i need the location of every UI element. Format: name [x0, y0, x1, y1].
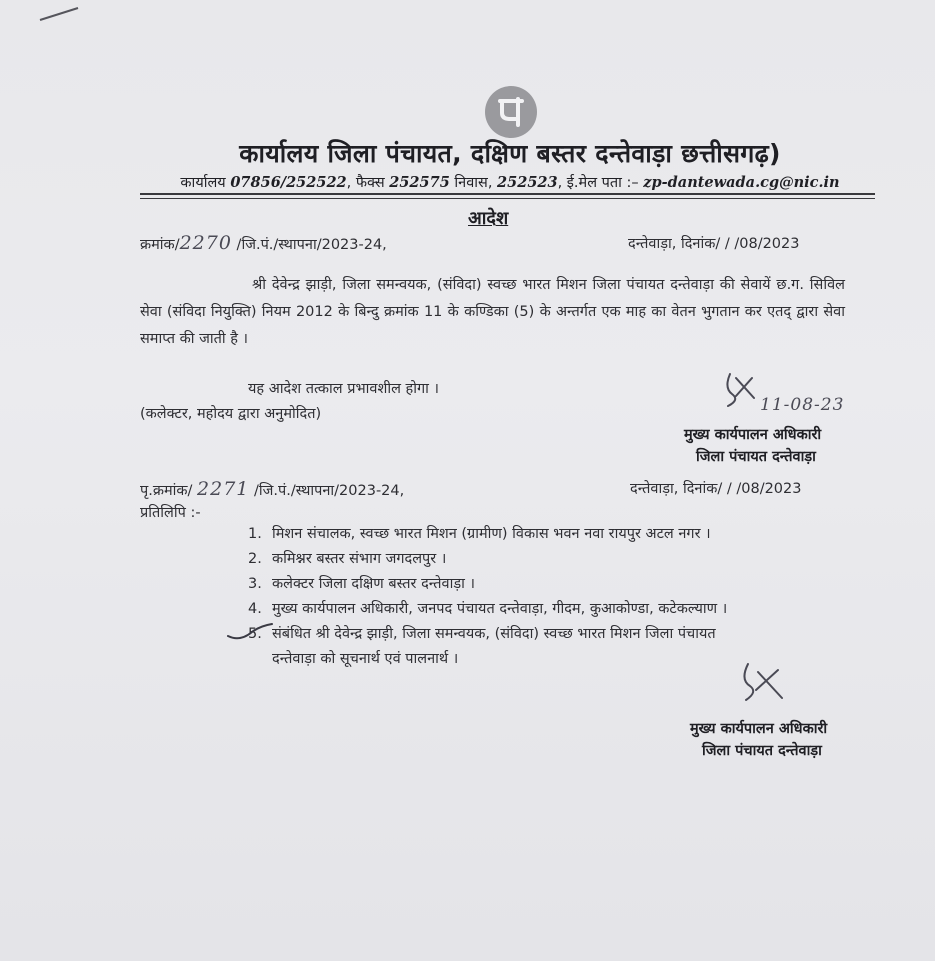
signatory-title: मुख्य कार्यपालन अधिकारी: [684, 427, 822, 443]
endorsement-reference: [140, 478, 404, 500]
endorsement-place-date: दन्तेवाड़ा, दिनांक/ / /08/2023: [630, 481, 802, 497]
ref-number-handwritten: 2270: [179, 232, 232, 254]
endorsement-signatory-office: जिला पंचायत दन्तेवाड़ा: [702, 743, 822, 759]
order-place-date: दन्तेवाड़ा, दिनांक/ / /08/2023: [628, 236, 800, 252]
list-item: 5. संबंधित श्री देवेन्द्र झाड़ी, जिला समन्वयक, (संविदा) स्वच्छ भारत मिशन जिला पंचायत: [248, 626, 716, 642]
ref-suffix: /जि.पं./स्थापना/2023-24,: [231, 237, 387, 253]
residence-label: निवास,: [449, 175, 498, 191]
list-item: 4. मुख्य कार्यपालन अधिकारी, जनपद पंचायत दन्तेवाड़ा, गीदम, कुआकोण्डा, कटेकल्याण ।: [248, 601, 728, 617]
list-item: 1. मिशन संचालक, स्वच्छ भारत मिशन (ग्रामीण) विकास भवन नवा रायपुर अटल नगर ।: [248, 526, 711, 542]
copy-label: प्रतिलिपि :-: [140, 505, 201, 521]
order-heading: आदेश: [468, 208, 509, 229]
office-contact-line: [140, 172, 880, 192]
endorsement-signature-scrawl: [738, 660, 788, 712]
header-rule-thin: [140, 198, 875, 199]
office-phone: 07856/252522: [230, 174, 347, 191]
tick-mark-handwritten: [226, 620, 276, 642]
list-item: 2. कमिश्नर बस्तर संभाग जगदलपुर ।: [248, 551, 447, 567]
signature-date: 11-08-23: [760, 395, 845, 415]
order-body: श्री देवेन्द्र झाड़ी, जिला समन्वयक, (संविदा) स्वच्छ भारत मिशन जिला पंचायत दन्तेवाड़ा की सेवायें छ.ग. सिविल सेवा (संविदा नियुक्ति) नियम 2012 के बिन्दु क्रमांक 11 के कण्डिका (5) के अन्तर्गत एक माह का वेतन भुगतान कर एतद् द्वारा सेवा समाप्त की जाती है ।: [140, 277, 845, 347]
residence-number: 252523: [497, 174, 558, 191]
email-label: , ई.मेल पता :–: [557, 175, 644, 191]
fax-number: 252575: [389, 174, 450, 191]
fax-label: , फैक्स: [346, 175, 390, 191]
order-reference: [140, 232, 387, 254]
endorsement-signatory: [690, 718, 827, 762]
endorsement-ref-suffix: /जि.पं./स्थापना/2023-24,: [249, 483, 405, 499]
order-effect: यह आदेश तत्काल प्रभावशील होगा ।: [248, 381, 440, 397]
office-title: कार्यालय जिला पंचायत, दक्षिण बस्तर दन्तेवाड़ा छत्तीसगढ़): [239, 139, 781, 168]
signatory-office: जिला पंचायत दन्तेवाड़ा: [696, 449, 816, 465]
order-signatory: [684, 424, 821, 468]
approval-note: (कलेक्टर, महोदय द्वारा अनुमोदित): [140, 406, 322, 422]
endorsement-signatory-title: मुख्य कार्यपालन अधिकारी: [690, 721, 828, 737]
list-item-continuation: दन्तेवाड़ा को सूचनार्थ एवं पालनार्थ ।: [272, 651, 459, 667]
endorsement-ref-number-handwritten: 2271: [197, 478, 250, 500]
header-rule-thick: [140, 193, 875, 195]
ref-prefix: क्रमांक/: [140, 237, 180, 253]
email-address: zp-dantewada.cg@nic.in: [643, 174, 840, 191]
signature-scrawl: [722, 370, 762, 416]
panchayat-logo: [485, 86, 537, 138]
endorsement-ref-prefix: पृ.क्रमांक/: [140, 483, 198, 499]
list-item: 3. कलेक्टर जिला दक्षिण बस्तर दन्तेवाड़ा ।: [248, 576, 475, 592]
logo-glyph-icon: [496, 95, 526, 129]
pen-stroke-mark: [38, 4, 82, 24]
contact-prefix: कार्यालय: [180, 175, 231, 191]
